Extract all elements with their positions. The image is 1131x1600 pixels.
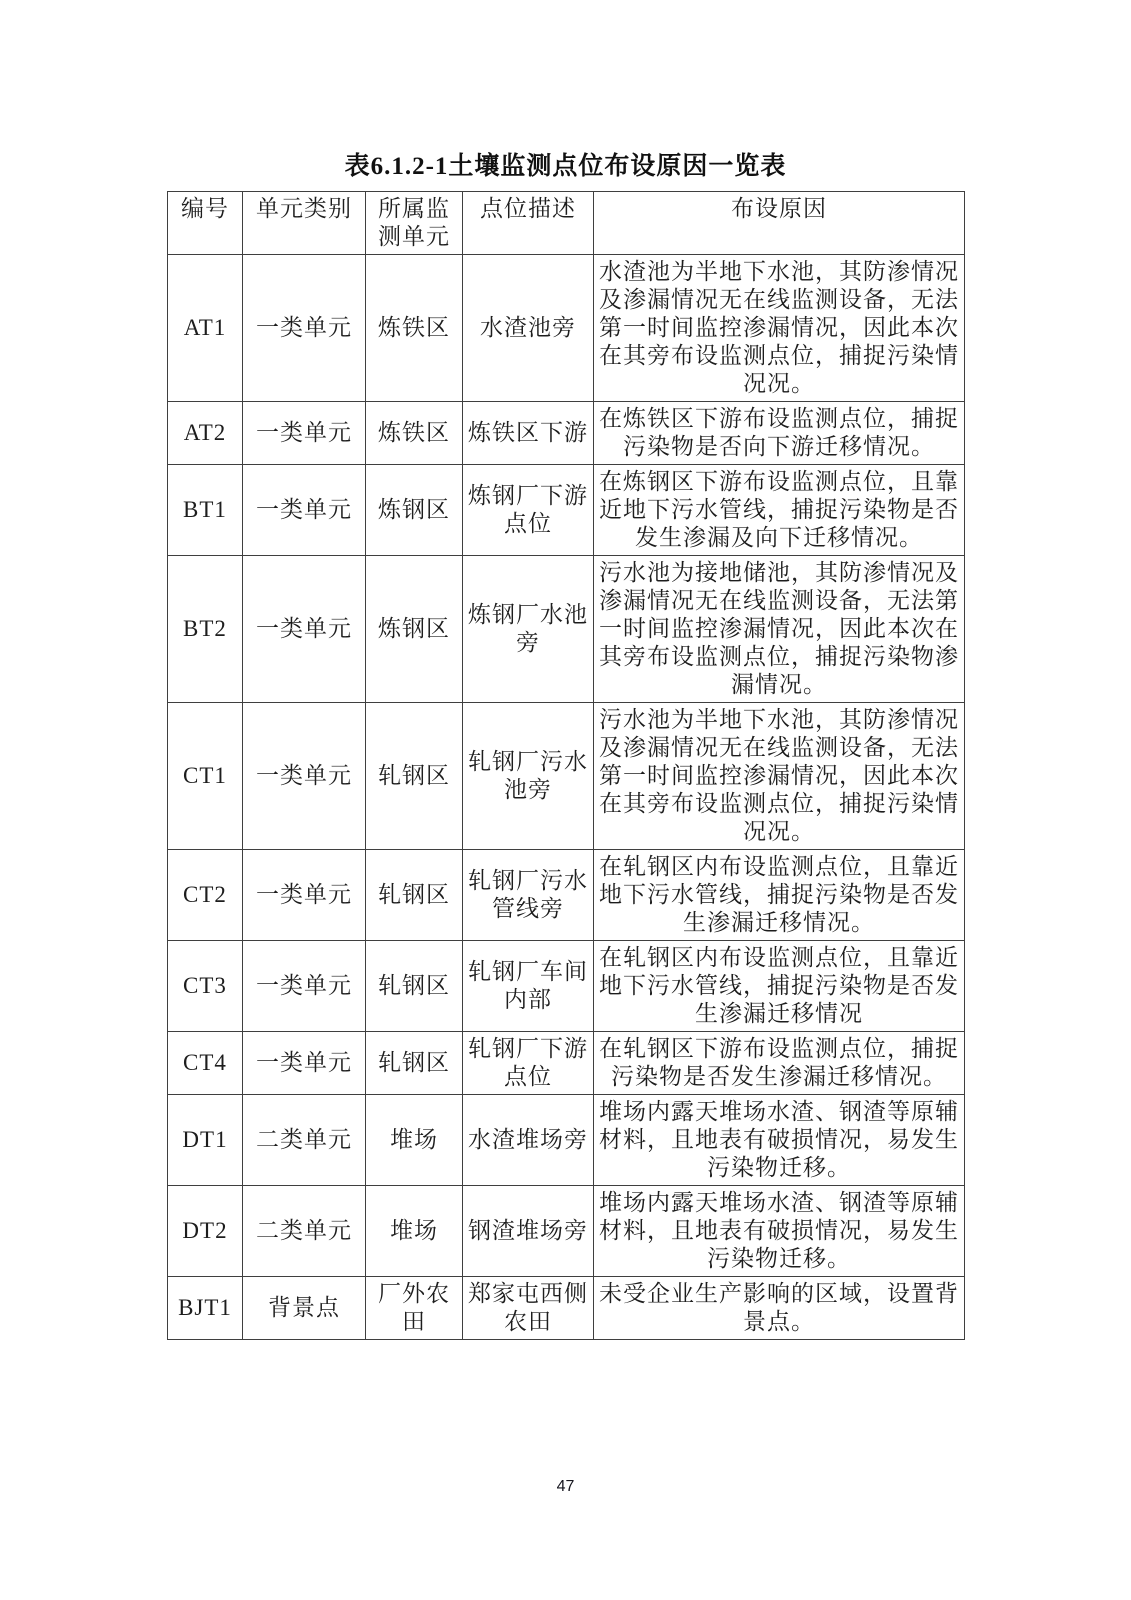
reason-cell: 污水池为半地下水池，其防渗情况及渗漏情况无在线监测设备，无法第一时间监控渗漏情况，因此本次在其旁布设监测点位，捕捉污染情况况。: [594, 703, 965, 850]
row-id-cell: BJT1: [168, 1277, 243, 1340]
location-cell: 轧钢厂下游点位: [463, 1032, 594, 1095]
table-row: [168, 703, 965, 850]
table-row: [168, 1095, 965, 1186]
row-id-cell: CT3: [168, 941, 243, 1032]
table-row: [168, 255, 965, 402]
unit-cell: 轧钢区: [366, 941, 463, 1032]
row-id-cell: CT1: [168, 703, 243, 850]
table-row: [168, 465, 965, 556]
reason-cell: 未受企业生产影响的区域，设置背景点。: [594, 1277, 965, 1340]
unit-cell: 堆场: [366, 1095, 463, 1186]
category-cell: 一类单元: [243, 703, 366, 850]
table-row: [168, 1277, 965, 1340]
category-cell: 二类单元: [243, 1186, 366, 1277]
location-cell: 轧钢厂车间内部: [463, 941, 594, 1032]
category-cell: 一类单元: [243, 402, 366, 465]
location-cell: 水渣池旁: [463, 255, 594, 402]
row-id-cell: BT2: [168, 556, 243, 703]
row-id-cell: BT1: [168, 465, 243, 556]
location-cell: 炼钢厂下游点位: [463, 465, 594, 556]
location-cell: 炼钢厂水池旁: [463, 556, 594, 703]
table-header-row: [168, 192, 965, 255]
row-id-cell: CT4: [168, 1032, 243, 1095]
unit-cell: 厂外农田: [366, 1277, 463, 1340]
location-cell: 炼铁区下游: [463, 402, 594, 465]
table-row: [168, 1032, 965, 1095]
table-row: [168, 941, 965, 1032]
row-id-cell: AT1: [168, 255, 243, 402]
category-cell: 一类单元: [243, 941, 366, 1032]
unit-cell: 轧钢区: [366, 703, 463, 850]
location-cell: 钢渣堆场旁: [463, 1186, 594, 1277]
reason-cell: 堆场内露天堆场水渣、钢渣等原辅材料，且地表有破损情况，易发生污染物迁移。: [594, 1095, 965, 1186]
unit-cell: 炼钢区: [366, 465, 463, 556]
row-id-cell: DT1: [168, 1095, 243, 1186]
table-row: [168, 556, 965, 703]
unit-cell: 炼钢区: [366, 556, 463, 703]
reason-cell: 堆场内露天堆场水渣、钢渣等原辅材料，且地表有破损情况，易发生污染物迁移。: [594, 1186, 965, 1277]
table-title: 表6.1.2-1土壤监测点位布设原因一览表: [344, 153, 787, 180]
location-cell: 水渣堆场旁: [463, 1095, 594, 1186]
column-header-reason: 布设原因: [594, 192, 965, 255]
column-header-location: 点位描述: [463, 192, 594, 255]
location-cell: 郑家屯西侧农田: [463, 1277, 594, 1340]
reason-cell: 在炼铁区下游布设监测点位，捕捉污染物是否向下游迁移情况。: [594, 402, 965, 465]
table-row: [168, 402, 965, 465]
reason-cell: 在轧钢区内布设监测点位，且靠近地下污水管线，捕捉污染物是否发生渗漏迁移情况: [594, 941, 965, 1032]
category-cell: 二类单元: [243, 1095, 366, 1186]
category-cell: 一类单元: [243, 1032, 366, 1095]
reason-cell: 在轧钢区内布设监测点位，且靠近地下污水管线，捕捉污染物是否发生渗漏迁移情况。: [594, 850, 965, 941]
table-row: [168, 850, 965, 941]
table-row: [168, 1186, 965, 1277]
unit-cell: 轧钢区: [366, 850, 463, 941]
monitoring-points-table: [167, 191, 965, 1340]
reason-cell: 在炼钢区下游布设监测点位，且靠近地下污水管线，捕捉污染物是否发生渗漏及向下迁移情况。: [594, 465, 965, 556]
unit-cell: 炼铁区: [366, 402, 463, 465]
reason-cell: 水渣池为半地下水池，其防渗情况及渗漏情况无在线监测设备，无法第一时间监控渗漏情况，因此本次在其旁布设监测点位，捕捉污染情况况。: [594, 255, 965, 402]
reason-cell: 在轧钢区下游布设监测点位，捕捉污染物是否发生渗漏迁移情况。: [594, 1032, 965, 1095]
row-id-cell: CT2: [168, 850, 243, 941]
row-id-cell: DT2: [168, 1186, 243, 1277]
category-cell: 一类单元: [243, 556, 366, 703]
column-header-category: 单元类别: [243, 192, 366, 255]
row-id-cell: AT2: [168, 402, 243, 465]
unit-cell: 堆场: [366, 1186, 463, 1277]
unit-cell: 轧钢区: [366, 1032, 463, 1095]
location-cell: 轧钢厂污水池旁: [463, 703, 594, 850]
reason-cell: 污水池为接地储池，其防渗情况及渗漏情况无在线监测设备，无法第一时间监控渗漏情况，因此本次在其旁布设监测点位，捕捉污染物渗漏情况。: [594, 556, 965, 703]
category-cell: 一类单元: [243, 255, 366, 402]
page-number: 47: [556, 1478, 575, 1495]
column-header-unit: 所属监测单元: [366, 192, 463, 255]
column-header-id: 编号: [168, 192, 243, 255]
location-cell: 轧钢厂污水管线旁: [463, 850, 594, 941]
unit-cell: 炼铁区: [366, 255, 463, 402]
category-cell: 一类单元: [243, 850, 366, 941]
category-cell: 背景点: [243, 1277, 366, 1340]
category-cell: 一类单元: [243, 465, 366, 556]
table-body: [168, 255, 965, 1340]
